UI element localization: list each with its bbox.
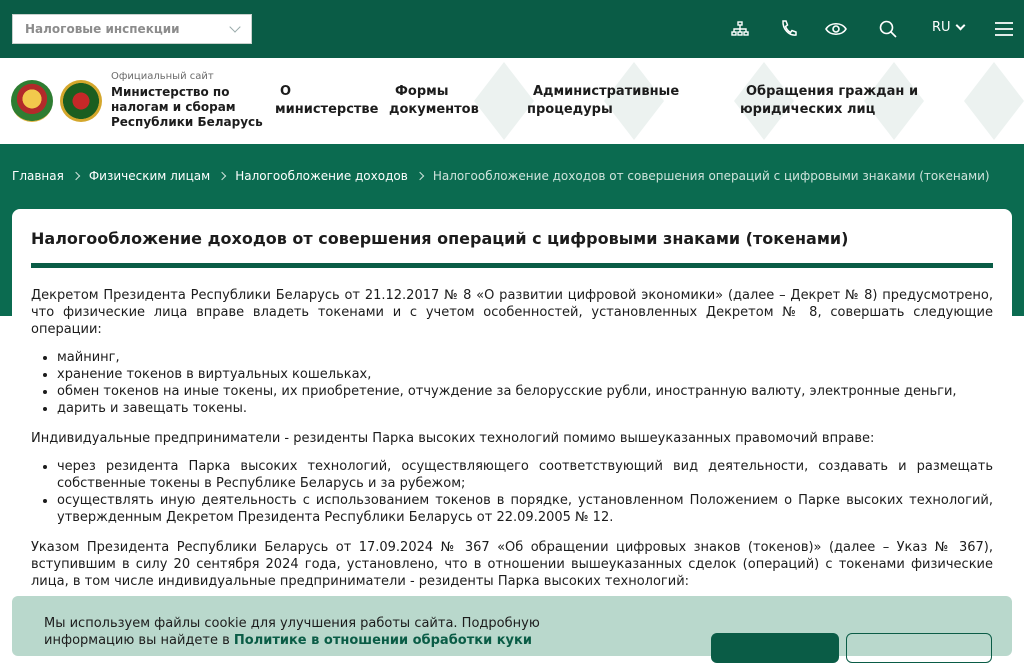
nav-item-label: юридических лиц: [740, 102, 876, 117]
nav-item-forms[interactable]: [389, 83, 479, 119]
list-item: • через резидента Парка высоких технологий, осуществляющего соответствующий вид деятельности, создавать и размещать собственные токены в Республике Беларусь и за рубежом;: [57, 458, 993, 492]
cookie-policy-link[interactable]: Политике в отношении обработки куки: [233, 633, 532, 648]
article-paragraph: Индивидуальные предприниматели - резиденты Парка высоких технологий помимо вышеуказанных правомочий вправе:: [31, 431, 875, 446]
chevron-down-icon: [229, 21, 240, 32]
ministry-name-line: Министерство по: [111, 85, 230, 99]
article-paragraph: Указом Президента Республики Беларусь от 17.09.2024 № 367 «Об обращении цифровых знаков (токенов)» (далее – Указ № 367), вступившим в силу 20 сентября 2024 года, установлено, что в отношении вышеуказанных сделок (операций) с токенами физические лица, в том числе индивидуальные предприниматели - резиденты Парка высоких технологий:: [31, 540, 993, 589]
nav-item-label: О: [280, 84, 292, 99]
nav-item-procedures[interactable]: [527, 83, 679, 119]
top-bar: [0, 0, 1024, 58]
chevron-down-icon: [955, 21, 965, 31]
cookie-settings-button[interactable]: [846, 633, 992, 663]
breadcrumb-income-taxation[interactable]: Налогообложение доходов: [235, 169, 408, 183]
chevron-right-icon: [72, 172, 80, 180]
nav-item-label: Формы: [395, 84, 449, 99]
ornament-decoration: [960, 58, 1028, 144]
nav-item-label: Административные: [533, 84, 680, 99]
ministry-name-line: Республики Беларусь: [111, 115, 263, 129]
cookie-accept-button[interactable]: [711, 633, 839, 663]
cookie-message: информацию вы найдете в: [44, 633, 230, 648]
page-title: Налогообложение доходов от совершения операций с цифровыми знаками (токенами): [31, 229, 849, 248]
cookie-text: [44, 615, 564, 649]
tax-inspections-select-label: Налоговые инспекции: [25, 22, 180, 36]
cookie-message: Мы используем файлы cookie для улучшения работы сайта. Подробную: [44, 616, 540, 631]
sitemap-icon[interactable]: [728, 17, 752, 41]
search-icon[interactable]: [876, 17, 900, 41]
list-item: • осуществлять иную деятельность с использованием токенов в порядке, установленном Положением о Парке высоких технологий, утвержденным Декретом Президента Республики Беларусь от 22.09.2005 № 12.: [57, 492, 993, 526]
chevron-right-icon: [416, 172, 424, 180]
article-body: [31, 287, 993, 603]
chevron-right-icon: [218, 172, 226, 180]
language-switcher[interactable]: [932, 20, 964, 35]
title-divider: [31, 263, 993, 268]
menu-icon[interactable]: [992, 17, 1016, 41]
language-label: RU: [932, 20, 951, 35]
article-paragraph: Декретом Президента Республики Беларусь от 21.12.2017 № 8 «О развитии цифровой экономики» (далее – Декрет № 8) предусмотрено, что физические лица вправе владеть токенами и с учетом особенностей, установленных Декретом № 8, совершать следующие операции:: [31, 288, 993, 337]
nav-item-label: документов: [389, 102, 479, 117]
list-item: • майнинг,: [57, 349, 993, 366]
breadcrumb-current: Налогообложение доходов от совершения операций с цифровыми знаками (токенами): [432, 169, 990, 183]
site-label: Официальный сайт: [111, 71, 214, 82]
nav-item-about[interactable]: [275, 83, 378, 119]
operations-list: [57, 349, 993, 417]
phone-icon[interactable]: [776, 17, 800, 41]
nav-item-label: Обращения граждан и: [746, 84, 919, 99]
nav-item-label: процедуры: [527, 102, 613, 117]
breadcrumb-individuals[interactable]: Физическим лицам: [88, 169, 211, 183]
list-item: • хранение токенов в виртуальных кошельках,: [57, 366, 993, 383]
tax-inspections-select[interactable]: [12, 14, 252, 44]
eye-icon[interactable]: [824, 17, 848, 41]
breadcrumb-home[interactable]: Главная: [12, 169, 64, 183]
breadcrumb: [12, 169, 990, 183]
list-item: • дарить и завещать токены.: [57, 400, 993, 417]
site-header: [0, 58, 1024, 144]
ministry-name[interactable]: [111, 85, 271, 130]
state-emblem-logo[interactable]: [11, 80, 53, 122]
nav-item-label: министерстве: [275, 102, 379, 117]
nav-item-appeals[interactable]: [740, 83, 918, 119]
ministry-name-line: налогам и сборам: [111, 100, 236, 114]
list-item: • обмен токенов на иные токены, их приобретение, отчуждение за белорусские рубли, иностранную валюту, электронные деньги,: [57, 383, 993, 400]
ministry-emblem-logo[interactable]: [60, 80, 102, 122]
entrepreneur-rights-list: [57, 458, 993, 526]
